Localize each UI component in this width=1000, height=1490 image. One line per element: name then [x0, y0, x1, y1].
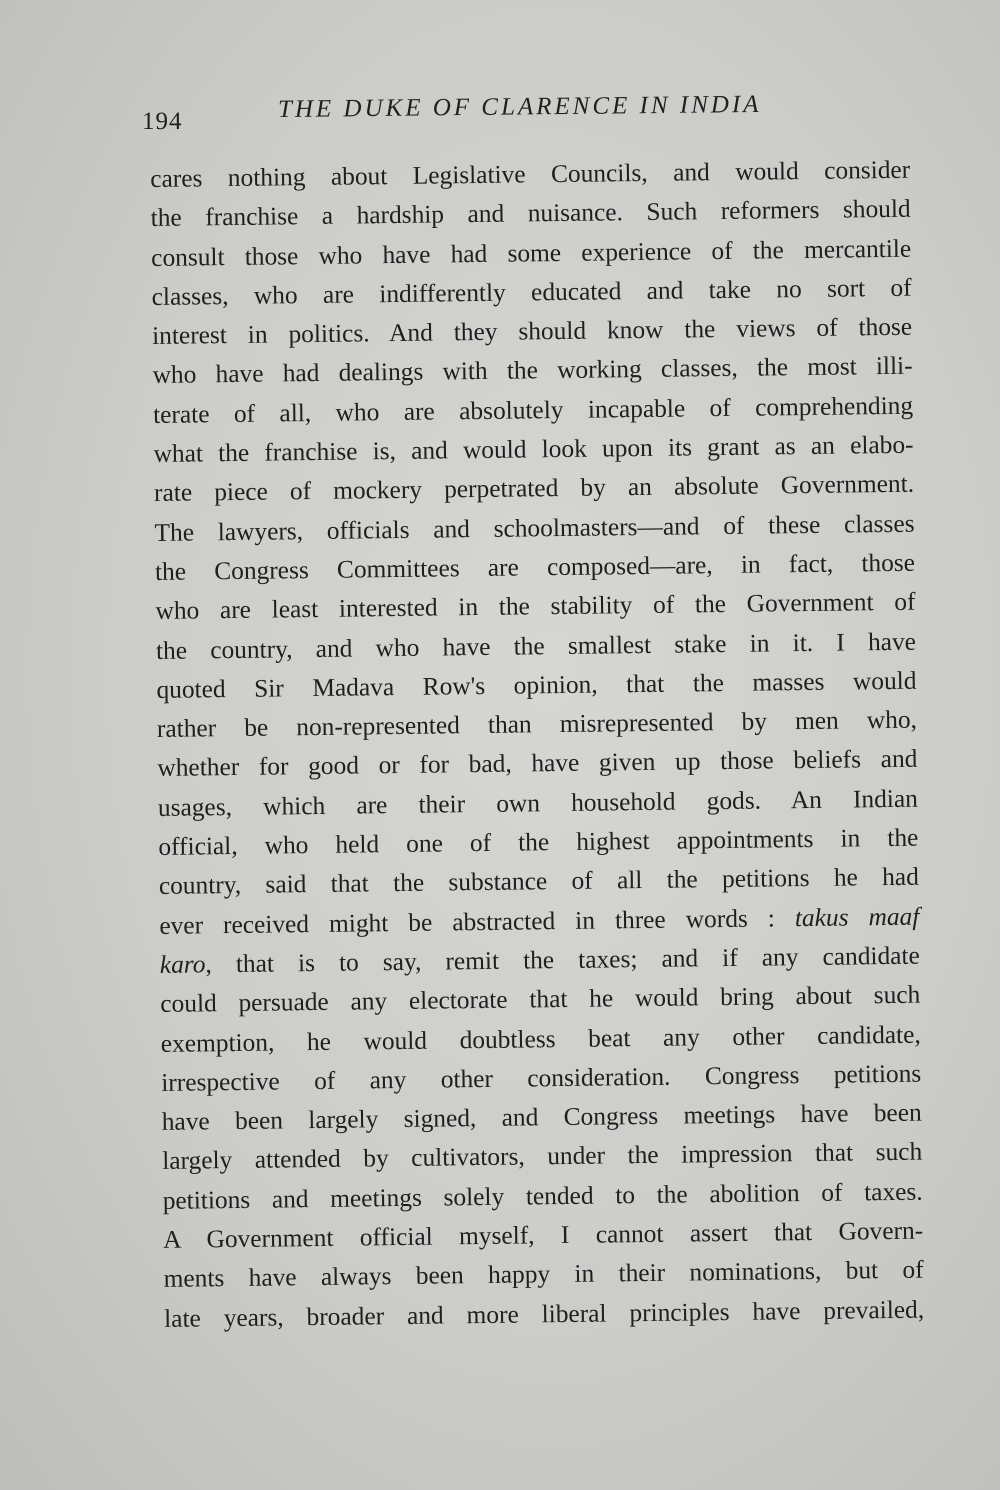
page-header: [142, 90, 932, 136]
text-line: rather be non-represented than misrepresented by men who,: [156, 705, 918, 744]
text-line: A Government official myself, I cannot assert that Govern-: [163, 1216, 924, 1254]
text-line: the franchise a hardship and nuisance. Such reformers should: [150, 195, 911, 233]
text-line: have been largely signed, and Congress meetings have been: [161, 1098, 922, 1137]
text-line: irrespective of any other consideration. Congress petitions: [161, 1059, 922, 1097]
text-line: cares nothing about Legislative Councils, and would consider: [150, 155, 911, 193]
text-line: quoted Sir Madava Row's opinion, that the masses would: [156, 666, 917, 704]
running-head: THE DUKE OF CLARENCE IN INDIA: [277, 90, 762, 123]
text-segment: , that is to say, remit the taxes; and if any candidate: [205, 941, 920, 979]
text-line: what the franchise is, and would look upon its grant as an elabo-: [153, 430, 914, 469]
text-line: usages, which are their own household gods. An Indian: [157, 784, 919, 822]
text-line: consult those who have had some experience of the mercantile: [151, 234, 912, 272]
text-line: who are least interested in the stability of the Government of: [155, 587, 916, 626]
text-line: The lawyers, officials and schoolmasters—and of these classes: [154, 509, 915, 547]
text-line: the country, and who have the smallest stake in it. I have: [155, 627, 917, 665]
text-line: who have had dealings with the working classes, the most illi-: [152, 352, 913, 390]
text-line: exemption, he would doubtless beat any other candidate,: [160, 1020, 921, 1058]
text-line: interest in politics. And they should know the views of those: [151, 312, 913, 351]
italic-phrase: takus maaf: [794, 902, 920, 932]
text-line: official, who held one of the highest appointments in the: [158, 823, 919, 861]
body-text: [150, 151, 924, 1339]
text-line: whether for good or for bad, have given up those beliefs and: [157, 745, 918, 783]
text-line: could persuade any electorate that he would bring about such: [160, 980, 921, 1019]
text-line: rate piece of mockery perpetrated by an absolute Government.: [153, 470, 915, 508]
text-line: largely attended by cultivators, under the impression that such: [162, 1138, 923, 1176]
text-line: the Congress Committees are composed—are, in fact, those: [154, 548, 916, 586]
text-line: classes, who are indifferently educated and take no sort of: [151, 273, 912, 311]
page-number: 194: [142, 108, 183, 135]
italic-word: karo: [159, 950, 206, 979]
text-line: petitions and meetings solely tended to the abolition of taxes.: [162, 1177, 923, 1215]
text-line: late years, broader and more liberal principles have prevailed,: [163, 1295, 925, 1333]
text-line: terate of all, who are absolutely incapable of comprehending: [152, 391, 914, 429]
text-line: country, said that the substance of all the petitions he had: [158, 863, 919, 901]
text-segment: ever received might be abstracted in three words :: [159, 904, 776, 940]
text-line: ments have always been happy in their nominations, but of: [163, 1255, 924, 1294]
